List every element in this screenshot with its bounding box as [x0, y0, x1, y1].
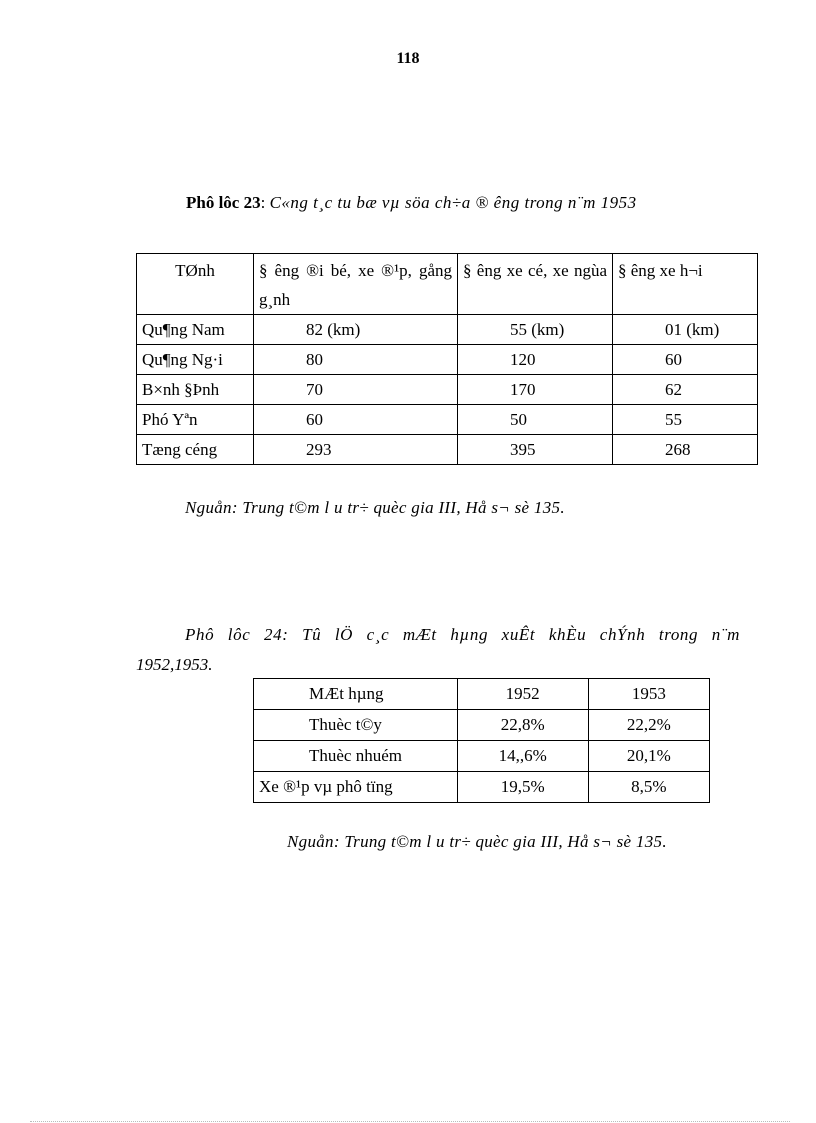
value-cell: 20,1% [588, 741, 709, 772]
table-row [137, 375, 758, 405]
appendix-24-title-line2: 1952,1953. [136, 655, 213, 674]
table-row [254, 710, 710, 741]
header-1952: 1952 [457, 679, 588, 710]
table-row [254, 772, 710, 803]
page-bottom-divider [30, 1121, 790, 1122]
total-value-cell: 268 [613, 435, 758, 465]
appendix-23-title: C«ng t¸c tu bæ vµ söa ch÷a ® êng trong n¨m 1953 [269, 193, 637, 212]
province-cell: Qu¶ng Ng·i [137, 345, 254, 375]
appendix-23-label: Phô lôc 23 [186, 193, 261, 212]
table-row [137, 315, 758, 345]
page-number: 118 [396, 50, 420, 67]
commodity-cell: Thuèc t©y [254, 710, 458, 741]
province-cell: Phó Yªn [137, 405, 254, 435]
appendix-24-title-line1: Phô lôc 24: Tû lÖ c¸c mÆt hµng xuÊt khÈu chÝnh trong n¨m [185, 625, 740, 644]
value-cell: 22,2% [588, 710, 709, 741]
header-car-road: § êng xe h¬i [613, 254, 758, 315]
total-label-cell: Tæng céng [137, 435, 254, 465]
value-cell: 120 [458, 345, 613, 375]
header-commodity: MÆt hµng [254, 679, 458, 710]
appendix-23-caption [186, 193, 637, 213]
value-cell: 55 [613, 405, 758, 435]
export-share-table [253, 678, 710, 803]
province-cell: Qu¶ng Nam [137, 315, 254, 345]
table-row [137, 345, 758, 375]
table-row [137, 405, 758, 435]
value-cell: 62 [613, 375, 758, 405]
appendix-23-colon: : [260, 193, 270, 212]
appendix-23-source: Nguån: Trung t©m l u tr÷ quèc gia III, Hå s¬ sè 135. [185, 498, 565, 517]
table-total-row [137, 435, 758, 465]
header-1953: 1953 [588, 679, 709, 710]
header-footpath: § êng ®i bé, xe ®¹p, gång g¸nh [254, 254, 458, 315]
total-value-cell: 395 [458, 435, 613, 465]
value-cell: 82 (km) [254, 315, 458, 345]
header-province: TØnh [137, 254, 254, 315]
value-cell: 60 [254, 405, 458, 435]
table-row [254, 741, 710, 772]
value-cell: 50 [458, 405, 613, 435]
value-cell: 01 (km) [613, 315, 758, 345]
value-cell: 60 [613, 345, 758, 375]
value-cell: 55 (km) [458, 315, 613, 345]
table-header-row [137, 254, 758, 315]
value-cell: 170 [458, 375, 613, 405]
appendix-24-source: Nguån: Trung t©m l u tr÷ quèc gia III, Hå s¬ sè 135. [287, 832, 667, 851]
table-header-row [254, 679, 710, 710]
commodity-cell: Xe ®¹p vµ phô tïng [254, 772, 458, 803]
appendix-24-caption [136, 620, 740, 680]
value-cell: 22,8% [457, 710, 588, 741]
value-cell: 14,,6% [457, 741, 588, 772]
header-cart-road: § êng xe cé, xe ngùa [458, 254, 613, 315]
value-cell: 70 [254, 375, 458, 405]
total-value-cell: 293 [254, 435, 458, 465]
road-repair-table [136, 253, 758, 465]
province-cell: B×nh §Þnh [137, 375, 254, 405]
value-cell: 80 [254, 345, 458, 375]
value-cell: 8,5% [588, 772, 709, 803]
value-cell: 19,5% [457, 772, 588, 803]
commodity-cell: Thuèc nhuém [254, 741, 458, 772]
